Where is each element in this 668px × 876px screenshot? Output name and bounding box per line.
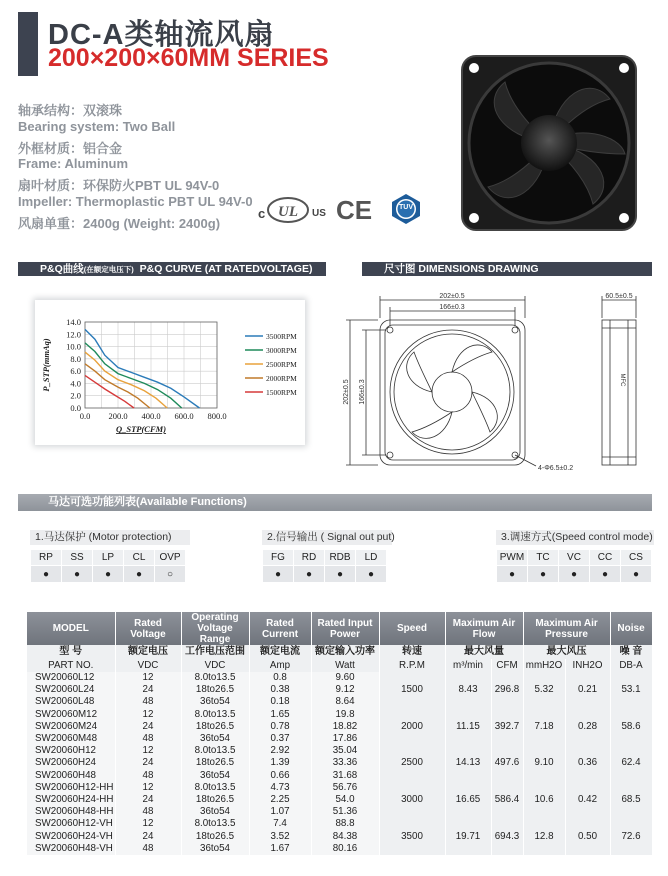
cell-pressure-mmh2o: 9.10	[523, 745, 565, 782]
spec-impeller-en: Impeller: Thermoplastic PBT UL 94V-0	[18, 194, 253, 209]
cell-rated-voltage: 12	[115, 672, 181, 684]
cell-rated-voltage: 12	[115, 782, 181, 794]
spec-frame-cn: 外框材质：铝合金	[18, 141, 123, 156]
cell-rated-current: 1.39	[249, 757, 311, 769]
cell-rated-power: 9.12	[311, 684, 379, 696]
ul-cert-logo: c UL US	[258, 196, 328, 226]
th-model: MODEL	[27, 612, 115, 645]
y-tick-label: 2.0	[70, 390, 81, 401]
cell-noise: 58.6	[610, 709, 652, 746]
cell-rated-power: 54.0	[311, 794, 379, 806]
func-mark: ●	[590, 566, 621, 583]
unit-watt: Watt	[311, 659, 379, 672]
cell-rated-voltage: 24	[115, 684, 181, 696]
cell-pressure-inh2o: 0.42	[565, 782, 610, 819]
pq-chart	[35, 300, 305, 445]
cell-model: SW20060M24	[27, 721, 115, 733]
cell-model: SW20060H24-VH	[27, 831, 115, 843]
signal-output-title: 2.信号输出 ( Signal out put)	[262, 530, 392, 545]
side-label-brand: MFC	[619, 373, 625, 387]
func-mark: ●	[325, 566, 356, 583]
pq-note: (在额定电压下)	[83, 265, 134, 274]
cell-airflow-cfm: 392.7	[491, 709, 523, 746]
cell-rated-current: 2.92	[249, 745, 311, 757]
cell-rated-power: 80.16	[311, 843, 379, 855]
cell-voltage-range: 36to54	[181, 770, 249, 782]
th-cn-air-pressure: 最大风压	[523, 645, 610, 659]
th-noise: Noise	[610, 612, 652, 645]
y-tick-label: 4.0	[70, 378, 81, 389]
cell-model: SW20060H48-VH	[27, 843, 115, 855]
cell-voltage-range: 18to26.5	[181, 684, 249, 696]
cell-voltage-range: 36to54	[181, 696, 249, 708]
spec-bearing-en: Bearing system: Two Ball	[18, 119, 176, 134]
cell-pressure-inh2o: 0.36	[565, 745, 610, 782]
cell-voltage-range: 18to26.5	[181, 757, 249, 769]
cell-rated-power: 84.38	[311, 831, 379, 843]
cell-model: SW20060H48-HH	[27, 806, 115, 818]
dim-height-inner: 166±0.3	[359, 379, 366, 405]
unit-dba: DB-A	[610, 659, 652, 672]
func-col-ld: LD	[356, 550, 387, 566]
series-title: 200×200×60MM SERIES	[48, 44, 329, 72]
func-col-lp: LP	[93, 550, 124, 566]
cell-rated-voltage: 12	[115, 709, 181, 721]
series-line-2000rpm	[85, 364, 150, 408]
func-col-cc: CC	[590, 550, 621, 566]
tuv-cert-logo: TUV	[390, 193, 422, 225]
table-units	[27, 659, 652, 672]
cell-airflow-m3: 16.65	[445, 782, 491, 819]
cell-rated-power: 19.8	[311, 709, 379, 721]
cell-model: SW20060L24	[27, 684, 115, 696]
table-header-en	[27, 612, 652, 645]
spec-weight: 风扇单重：2400g (Weight: 2400g)	[18, 216, 221, 231]
table-row	[27, 745, 652, 757]
cell-rated-current: 0.66	[249, 770, 311, 782]
func-col-rd: RD	[294, 550, 325, 566]
x-tick-label: 800.0	[207, 411, 227, 421]
func-mark: ●	[497, 566, 528, 583]
cell-model: SW20060M48	[27, 733, 115, 745]
motor-protection-group	[30, 530, 190, 583]
dim-hole: 4-Φ6.5±0.2	[538, 465, 574, 472]
cell-rated-current: 0.8	[249, 672, 311, 684]
unit-part-no: PART NO.	[27, 659, 115, 672]
func-col-pwm: PWM	[497, 550, 528, 566]
cell-rated-voltage: 12	[115, 818, 181, 830]
pq-title-cn: P&Q曲线	[40, 263, 84, 275]
func-mark: ●	[263, 566, 294, 583]
motor-protection-title: 1.马达保护 (Motor protection)	[30, 530, 190, 545]
table-row	[27, 672, 652, 684]
func-mark: ●	[93, 566, 124, 583]
func-mark: ●	[31, 566, 62, 583]
cell-rated-power: 33.36	[311, 757, 379, 769]
dim-height-outer: 202±0.5	[343, 379, 350, 405]
x-tick-label: 400.0	[141, 411, 161, 421]
cell-speed: 2500	[379, 745, 445, 782]
y-tick-label: 0.0	[70, 403, 81, 413]
cell-rated-current: 0.18	[249, 696, 311, 708]
spec-impeller-cn: 扇叶材质：环保防火PBT UL 94V-0	[18, 178, 220, 193]
speed-control-title: 3.调速方式(Speed control mode)	[496, 530, 654, 545]
func-col-vc: VC	[559, 550, 590, 566]
cell-rated-voltage: 24	[115, 757, 181, 769]
cell-voltage-range: 18to26.5	[181, 831, 249, 843]
pq-section-header	[18, 262, 326, 276]
legend-label: 2500RPM	[266, 360, 297, 369]
func-col-ss: SS	[62, 550, 93, 566]
cell-pressure-inh2o: 0.21	[565, 672, 610, 709]
cell-rated-current: 1.65	[249, 709, 311, 721]
cell-speed: 3500	[379, 818, 445, 855]
th-cn-rated-current: 额定电流	[249, 645, 311, 659]
legend-label: 3000RPM	[266, 346, 297, 355]
th-rated-voltage: Rated Voltage	[115, 612, 181, 645]
unit-vdc: VDC	[115, 659, 181, 672]
func-col-tc: TC	[528, 550, 559, 566]
unit-cfm: CFM	[491, 659, 523, 672]
dim-width-outer: 202±0.5	[439, 293, 465, 300]
cell-rated-power: 17.86	[311, 733, 379, 745]
functions-section-header: 马达可选功能列表(Available Functions)	[18, 494, 652, 511]
y-tick-label: 14.0	[66, 317, 81, 327]
th-cn-noise: 噪 音	[610, 645, 652, 659]
cell-rated-current: 4.73	[249, 782, 311, 794]
cell-rated-voltage: 12	[115, 745, 181, 757]
cell-pressure-mmh2o: 5.32	[523, 672, 565, 709]
func-mark: ●	[294, 566, 325, 583]
legend-label: 3500RPM	[266, 332, 297, 341]
th-cn-rated-power: 额定输入功率	[311, 645, 379, 659]
cell-noise: 53.1	[610, 672, 652, 709]
cell-model: SW20060M12	[27, 709, 115, 721]
unit-m3min: m³/min	[445, 659, 491, 672]
cell-speed: 3000	[379, 782, 445, 819]
cell-rated-power: 51.36	[311, 806, 379, 818]
cell-rated-voltage: 48	[115, 696, 181, 708]
legend-label: 2000RPM	[266, 374, 297, 383]
y-tick-label: 12.0	[66, 329, 81, 340]
th-rated-current: Rated Current	[249, 612, 311, 645]
cell-rated-voltage: 48	[115, 806, 181, 818]
cell-voltage-range: 18to26.5	[181, 721, 249, 733]
dim-depth: 60.5±0.5	[605, 293, 633, 300]
pq-title-en: P&Q CURVE (AT RATEDVOLTAGE)	[139, 263, 313, 275]
unit-vdc-range: VDC	[181, 659, 249, 672]
th-cn-model: 型 号	[27, 645, 115, 659]
x-axis-label: Q_STP(CFM)	[115, 424, 167, 434]
cell-rated-voltage: 48	[115, 770, 181, 782]
func-col-rp: RP	[31, 550, 62, 566]
func-mark: ○	[155, 566, 186, 583]
cell-rated-power: 8.64	[311, 696, 379, 708]
table-row	[27, 709, 652, 721]
title-accent-bar	[18, 12, 38, 76]
th-air-pressure: Maximum Air Pressure	[523, 612, 610, 645]
unit-inh2o: INH2O	[565, 659, 610, 672]
cell-airflow-m3: 14.13	[445, 745, 491, 782]
unit-mmh2o: mmH2O	[523, 659, 565, 672]
cell-rated-power: 31.68	[311, 770, 379, 782]
cell-voltage-range: 8.0to13.5	[181, 672, 249, 684]
svg-text:UL: UL	[278, 204, 298, 220]
cell-noise: 62.4	[610, 745, 652, 782]
cell-voltage-range: 8.0to13.5	[181, 782, 249, 794]
cell-airflow-cfm: 296.8	[491, 672, 523, 709]
func-mark: ●	[528, 566, 559, 583]
cell-rated-current: 7.4	[249, 818, 311, 830]
unit-amp: Amp	[249, 659, 311, 672]
cell-model: SW20060H12-HH	[27, 782, 115, 794]
cell-pressure-mmh2o: 12.8	[523, 818, 565, 855]
cell-rated-current: 1.67	[249, 843, 311, 855]
dimensions-section-header: 尺寸图 DIMENSIONS DRAWING	[362, 262, 652, 276]
cell-pressure-inh2o: 0.50	[565, 818, 610, 855]
th-speed: Speed	[379, 612, 445, 645]
spec-bearing-cn: 轴承结构：双滚珠	[18, 103, 123, 118]
cell-rated-current: 2.25	[249, 794, 311, 806]
cell-model: SW20060H24	[27, 757, 115, 769]
spec-table	[27, 612, 653, 855]
unit-rpm: R.P.M	[379, 659, 445, 672]
cell-model: SW20060H48	[27, 770, 115, 782]
cell-rated-voltage: 48	[115, 843, 181, 855]
cell-noise: 72.6	[610, 818, 652, 855]
cell-airflow-m3: 8.43	[445, 672, 491, 709]
th-air-flow: Maximum Air Flow	[445, 612, 523, 645]
cell-model: SW20060H24-HH	[27, 794, 115, 806]
cell-speed: 2000	[379, 709, 445, 746]
page-title: DC-A类轴流风扇	[48, 19, 275, 51]
cell-noise: 68.5	[610, 782, 652, 819]
cell-pressure-mmh2o: 10.6	[523, 782, 565, 819]
cell-rated-current: 0.37	[249, 733, 311, 745]
y-axis-label: P_STP(mmAq)	[41, 338, 51, 392]
cell-rated-current: 3.52	[249, 831, 311, 843]
th-rated-power: Rated Input Power	[311, 612, 379, 645]
fan-product-image	[460, 54, 638, 232]
th-cn-rated-voltage: 额定电压	[115, 645, 181, 659]
cell-voltage-range: 36to54	[181, 733, 249, 745]
cell-rated-voltage: 24	[115, 721, 181, 733]
cell-voltage-range: 8.0to13.5	[181, 818, 249, 830]
th-cn-air-flow: 最大风量	[445, 645, 523, 659]
y-tick-label: 8.0	[70, 353, 81, 364]
cell-airflow-cfm: 497.6	[491, 745, 523, 782]
cell-voltage-range: 36to54	[181, 806, 249, 818]
cell-rated-current: 0.38	[249, 684, 311, 696]
cell-model: SW20060L48	[27, 696, 115, 708]
spec-frame-en: Frame: Aluminum	[18, 156, 129, 171]
func-mark: ●	[124, 566, 155, 583]
cell-airflow-m3: 11.15	[445, 709, 491, 746]
th-cn-operating-voltage: 工作电压范围	[181, 645, 249, 659]
func-col-cs: CS	[621, 550, 652, 566]
cell-rated-power: 18.82	[311, 721, 379, 733]
table-header-cn	[27, 645, 652, 659]
cell-airflow-m3: 19.71	[445, 818, 491, 855]
cell-rated-power: 35.04	[311, 745, 379, 757]
func-col-rdb: RDB	[325, 550, 356, 566]
y-tick-label: 10.0	[66, 341, 81, 352]
cell-pressure-inh2o: 0.28	[565, 709, 610, 746]
th-operating-voltage: Operating Voltage Range	[181, 612, 249, 645]
pq-chart-panel	[35, 300, 305, 445]
speed-control-group	[496, 530, 654, 583]
func-mark: ●	[559, 566, 590, 583]
func-col-ovp: OVP	[155, 550, 186, 566]
cell-voltage-range: 18to26.5	[181, 794, 249, 806]
cell-voltage-range: 8.0to13.5	[181, 709, 249, 721]
func-col-fg: FG	[263, 550, 294, 566]
legend-label: 1500RPM	[266, 388, 297, 397]
th-cn-speed: 转速	[379, 645, 445, 659]
cell-airflow-cfm: 586.4	[491, 782, 523, 819]
cell-rated-voltage: 24	[115, 794, 181, 806]
func-col-cl: CL	[124, 550, 155, 566]
cell-model: SW20060H12	[27, 745, 115, 757]
func-mark: ●	[356, 566, 387, 583]
cell-pressure-mmh2o: 7.18	[523, 709, 565, 746]
cell-rated-power: 56.76	[311, 782, 379, 794]
cell-rated-voltage: 24	[115, 831, 181, 843]
x-tick-label: 200.0	[108, 411, 128, 421]
signal-output-group	[262, 530, 395, 583]
cell-airflow-cfm: 694.3	[491, 818, 523, 855]
table-row	[27, 782, 652, 794]
dimensions-drawing	[340, 290, 660, 480]
cell-model: SW20060H12-VH	[27, 818, 115, 830]
cell-voltage-range: 36to54	[181, 843, 249, 855]
cell-model: SW20060L12	[27, 672, 115, 684]
func-mark: ●	[621, 566, 652, 583]
ul-mark-icon	[266, 196, 310, 224]
y-tick-label: 6.0	[70, 366, 81, 377]
dim-width-inner: 166±0.3	[439, 304, 465, 311]
cell-rated-current: 1.07	[249, 806, 311, 818]
x-tick-label: 0.0	[79, 411, 91, 421]
cell-rated-power: 88.8	[311, 818, 379, 830]
cell-voltage-range: 8.0to13.5	[181, 745, 249, 757]
ce-cert-logo: CE	[336, 195, 373, 225]
cell-rated-current: 0.78	[249, 721, 311, 733]
x-tick-label: 600.0	[174, 411, 194, 421]
series-line-2500rpm	[85, 352, 167, 408]
func-mark: ●	[62, 566, 93, 583]
cell-rated-power: 9.60	[311, 672, 379, 684]
table-row	[27, 818, 652, 830]
cell-speed: 1500	[379, 672, 445, 709]
cell-rated-voltage: 48	[115, 733, 181, 745]
